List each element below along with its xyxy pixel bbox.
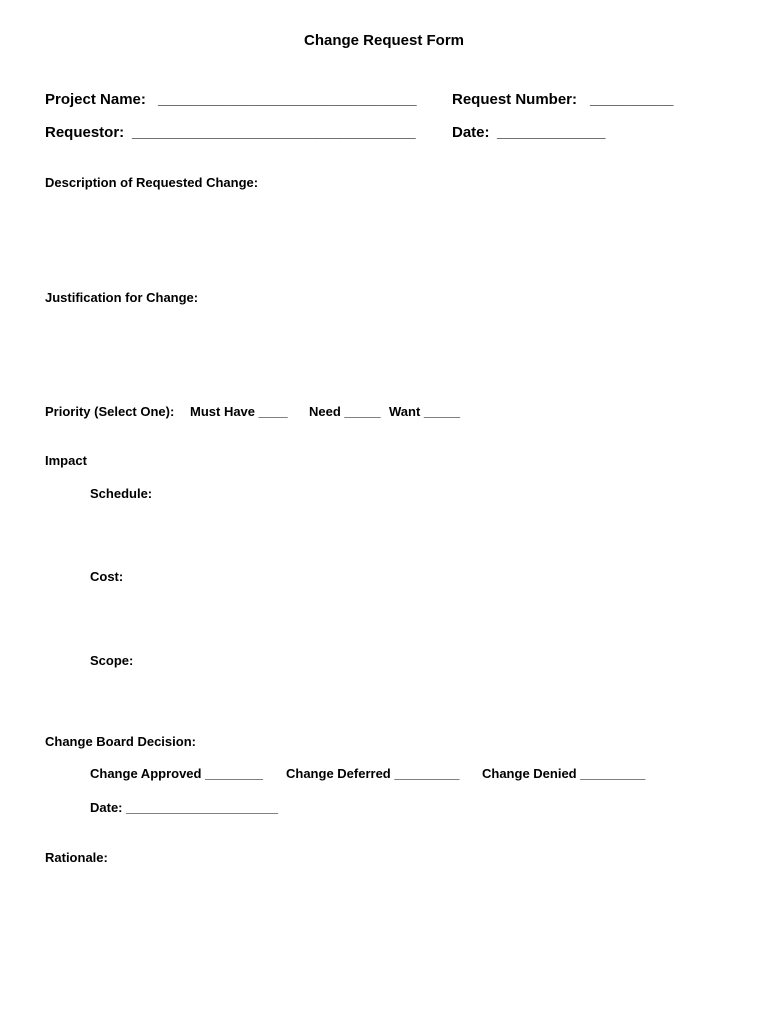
date-label: Date: — [452, 124, 490, 141]
form-title: Change Request Form — [304, 32, 465, 49]
project-name-label: Project Name: — [45, 91, 146, 108]
rationale-heading: Rationale: — [45, 850, 108, 865]
impact-scope: Scope: — [90, 653, 134, 668]
impact-heading: Impact — [45, 453, 87, 468]
justification-heading: Justification for Change: — [45, 290, 199, 305]
project-name-blank: _______________________________ — [158, 91, 417, 108]
requestor-label: Requestor: — [45, 124, 125, 141]
priority-label: Priority (Select One): — [45, 404, 175, 419]
decision-heading: Change Board Decision: — [45, 734, 196, 749]
decision-approved: Change Approved ________ — [90, 766, 263, 781]
date-blank: _____________ — [497, 124, 606, 141]
priority-must-have: Must Have ____ — [190, 404, 288, 419]
decision-deferred: Change Deferred _________ — [286, 766, 460, 781]
decision-denied: Change Denied _________ — [482, 766, 646, 781]
request-number-label: Request Number: — [452, 91, 578, 108]
request-number-blank: __________ — [590, 91, 674, 108]
priority-want: Want _____ — [389, 404, 461, 419]
description-heading: Description of Requested Change: — [45, 175, 259, 190]
impact-cost: Cost: — [90, 569, 124, 584]
requestor-blank: __________________________________ — [132, 124, 416, 141]
priority-need: Need _____ — [309, 404, 381, 419]
decision-date: Date: _____________________ — [90, 800, 278, 815]
impact-schedule: Schedule: — [90, 486, 153, 501]
